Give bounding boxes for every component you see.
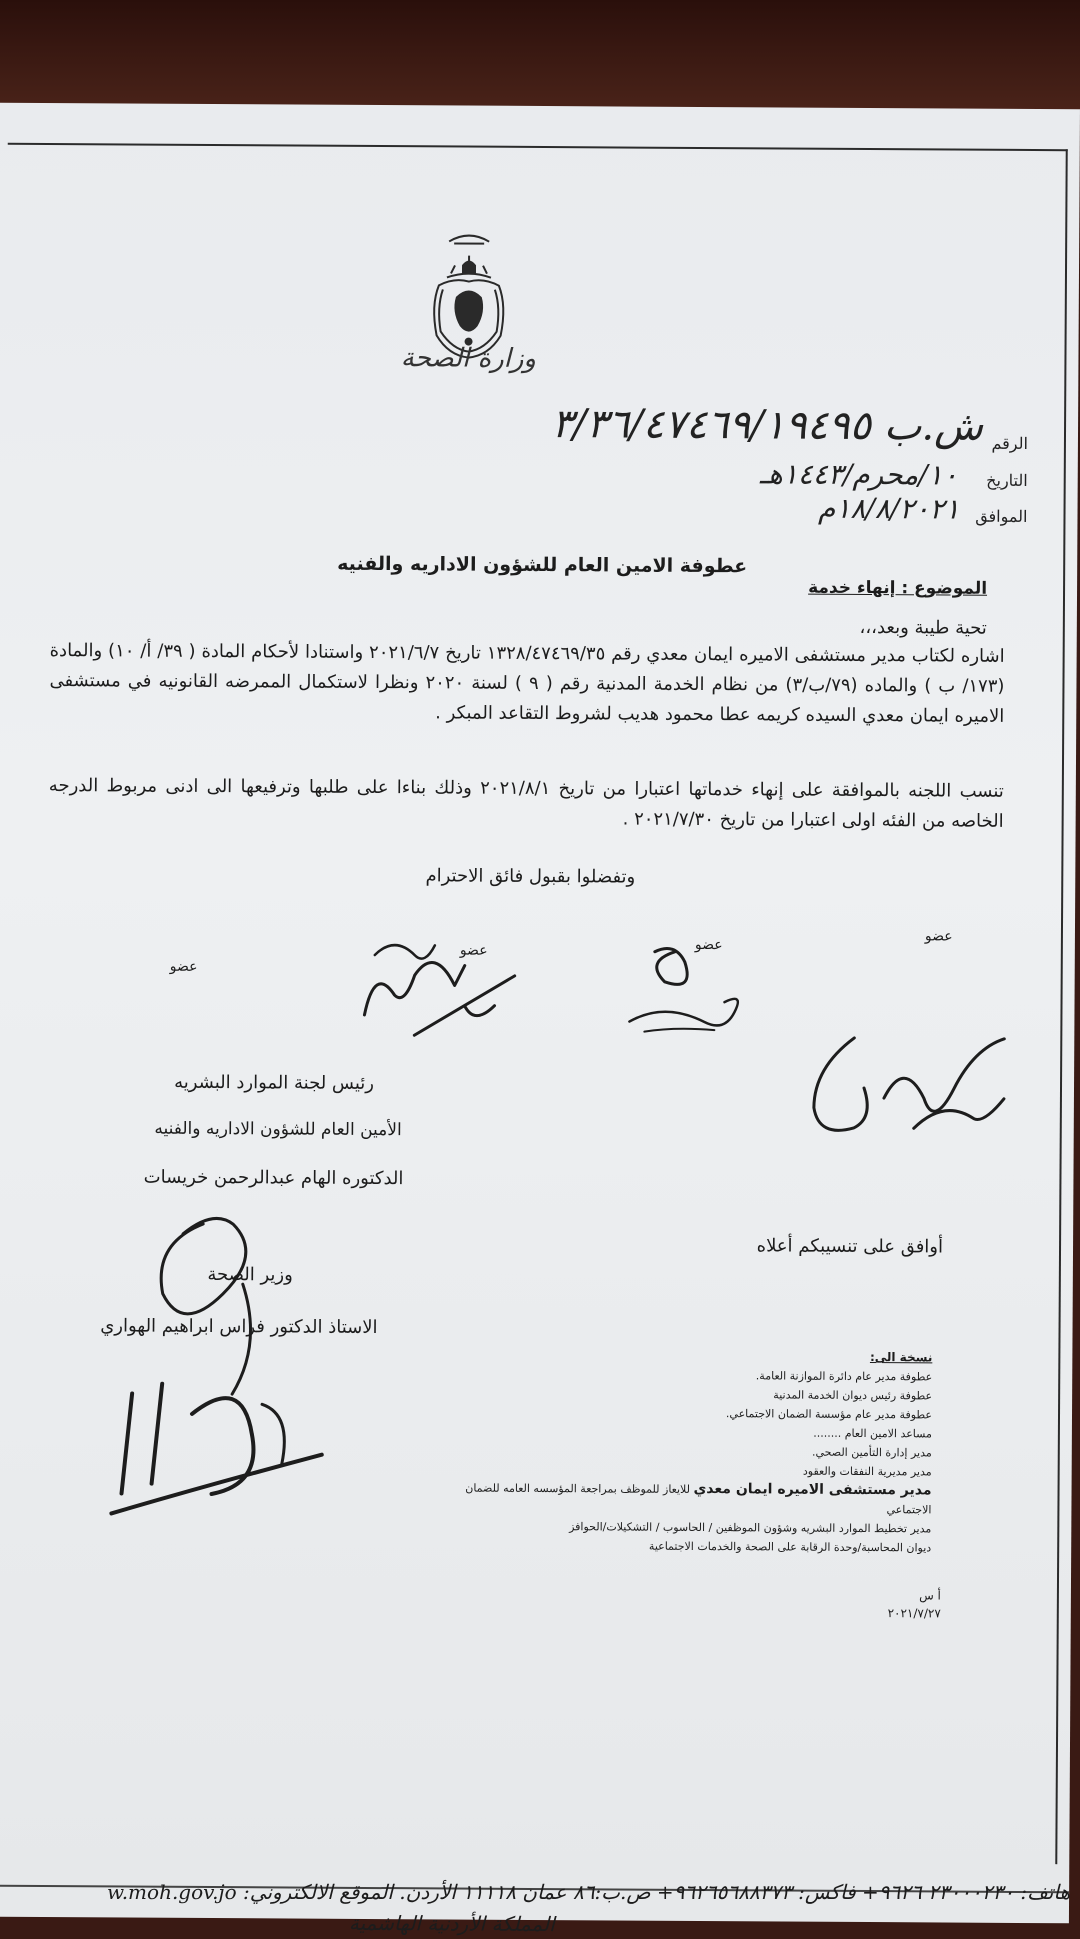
hijri-date-label: التاريخ <box>986 470 1028 490</box>
member-signature <box>354 935 535 1046</box>
copy-item: عطوفة مدير عام مؤسسة الضمان الاجتماعي. <box>725 1407 933 1422</box>
copy-item-hospital <box>451 1478 931 1519</box>
gregorian-date-value: ١٨/٨/٢٠٢١م <box>817 491 960 526</box>
gregorian-date-label: الموافق <box>975 506 1028 526</box>
desk-background <box>0 0 1080 110</box>
copies-list <box>451 1345 932 1557</box>
subject-line: الموضوع : إنهاء خدمة <box>808 577 988 599</box>
copy-item: عطوفة رئيس ديوان الخدمة المدنية <box>773 1388 933 1403</box>
reference-number-label: الرقم <box>991 433 1029 453</box>
author-initials <box>888 1586 941 1622</box>
footer-contact-info: هاتف: ٢٣٠٠٠٢٣٠ ٩٦٢٦+ فاكس: ٩٦٢٦٥٦٨٨٣٧٣+ ص.ب:٨٦ عمان ١١١١٨ الأردن. الموقع الالكتروني: w.moh.gov.jo <box>106 1880 1070 1904</box>
approval-statement: أوافق على تنسيبكم أعلاه <box>756 1235 944 1258</box>
hijri-date-value: ١٠/محرم/١٤٤٣هـ <box>759 457 958 492</box>
initials-date: ٢٠٢١/٧/٢٧ <box>887 1606 941 1621</box>
copy-item: مساعد الامين العام ........ <box>813 1426 932 1441</box>
committee-member-label: عضو <box>459 942 488 959</box>
copy-item: ديوان المحاسبة/وحدة الرقابة على الصحة والخدمات الاجتماعية <box>648 1539 932 1555</box>
reference-number-value: ش.ب ٣/٣٦/٤٧٤٦٩/١٩٤٩٥ <box>551 401 984 450</box>
committee-member-label: عضو <box>924 928 953 945</box>
minister-signature <box>91 1373 332 1524</box>
footer-kingdom-name: المملكة الأردنية الهاشمية <box>348 1910 555 1937</box>
copy-item: مدير مديرية النفقات والعقود <box>802 1464 932 1479</box>
minister-title: وزير الصحة <box>207 1263 293 1286</box>
secretary-general-title: الأمين العام للشؤون الاداريه والفنيه <box>154 1118 402 1141</box>
copies-title: نسخة الى: <box>869 1350 933 1365</box>
closing-line: وتفضلوا بقبول فائق الاحترام <box>425 865 636 888</box>
body-paragraph-1: اشاره لكتاب مدير مستشفى الاميره ايمان معدي رقم ١٣٢٨/٤٧٤٦٩/٣٥ تاريخ ٢٠٢١/٦/٧ واستنادا لأحكام المادة ( ٣٩/ أ/ ١٠) والمادة (١٧٣/ ب ) والماده (٧٩/ب/٣) من نظام الخدمة المدنية رقم ( ٩ ) لسنة ٢٠٢٠ ونظرا لاستكمال الممرضه القانونيه في مستشفى الاميره ايمان معدي السيده كريمه عطا محمود هديب لشروط التقاعد المبكر . <box>49 640 1005 727</box>
committee-chair-title: رئيس لجنة الموارد البشريه <box>174 1071 375 1095</box>
secretary-general-signature <box>142 1204 323 1395</box>
secretary-general-name: الدكتوره الهام عبدالرحمن خريسات <box>143 1166 404 1190</box>
addressee: عطوفة الامين العام للشؤون الاداريه والفنيه <box>337 552 748 578</box>
initials-code: أ س <box>919 1588 941 1603</box>
committee-member-label: عضو <box>694 936 723 954</box>
body-paragraph-2: تنسب اللجنه بالموافقة على إنهاء خدماتها اعتبارا من تاريخ ٢٠٢١/٨/١ وذلك بناءا على طلبها وترفيعها الى ادنى مربوط الدرجه الخاصه من الفئه اولى اعتبارا من تاريخ ٢٠٢١/٧/٣٠ . <box>48 775 1004 832</box>
member-signature <box>624 932 765 1043</box>
copy-hospital-note: للايعاز للموظف بمراجعة المؤسسه العامه للضمان الاجتماعي <box>465 1481 932 1517</box>
greeting: تحية طيبة وبعد،،، <box>859 616 987 639</box>
member-signature <box>874 1038 1015 1149</box>
document-page <box>0 103 1080 1937</box>
committee-member-label: عضو <box>169 958 198 975</box>
minister-name: الاستاذ الدكتور فراس ابراهيم الهواري <box>100 1315 378 1339</box>
ministry-name: وزارة الصحة <box>400 343 537 374</box>
copy-item: مدير تخطيط الموارد البشريه وشؤون الموظفين / الحاسوب / التشكيلات/الحوافز <box>569 1520 932 1536</box>
copy-item: مدير إدارة التأمين الصحي. <box>811 1445 932 1460</box>
copy-hospital-name: مدير مستشفى الاميره ايمان معدي <box>693 1480 932 1499</box>
copy-item: عطوفة مدير عام دائرة الموازنة العامة. <box>755 1369 933 1384</box>
